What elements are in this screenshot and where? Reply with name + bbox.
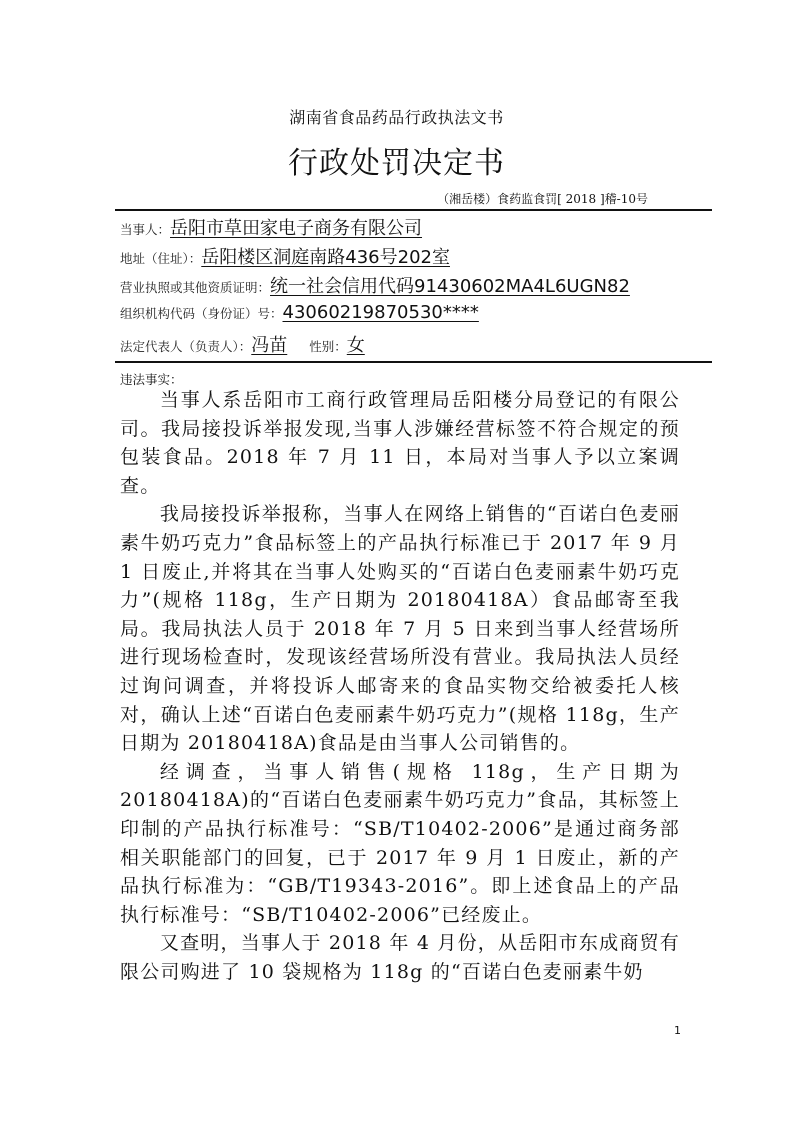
violation-body bbox=[120, 386, 680, 986]
gender-value: 女 bbox=[346, 335, 365, 356]
violation-paragraph: 又查明，当事人于 2018 年 4 月份，从岳阳市东成商贸有限公司购进了 10 袋规格为 118g 的“百诺白色麦丽素牛奶 bbox=[120, 932, 680, 983]
document-issuer-header: 湖南省食品药品行政执法文书 bbox=[289, 108, 504, 127]
field-legal-representative bbox=[120, 331, 377, 357]
document-number: （湘岳楼）食药监食罚[ 2018 ]稽-10号 bbox=[437, 192, 648, 206]
field-org-code bbox=[120, 302, 479, 323]
field-address bbox=[120, 243, 450, 269]
address-label: 地址（住址）： bbox=[120, 251, 202, 266]
org-code-value: 43060219870530**** bbox=[282, 302, 479, 323]
field-party bbox=[120, 214, 422, 240]
org-code-label: 组织机构代码（身份证）号： bbox=[120, 306, 283, 321]
license-value: 统一社会信用代码91430602MA4L6UGN82 bbox=[270, 276, 630, 297]
field-license bbox=[120, 272, 630, 298]
gender-label: 性别： bbox=[309, 339, 347, 354]
address-value: 岳阳楼区洞庭南路436号202室 bbox=[201, 247, 450, 268]
violation-paragraph: 我局接投诉举报称，当事人在网络上销售的“百诺白色麦丽素牛奶巧克力”食品标签上的产品执行标准已于 2017 年 9 月 1 日废止,并将其在当事人处购买的“百诺白色麦丽素牛奶巧克力”(规格 118g，生产日期为 20180418A）食品邮寄至我局。我局执法人员于 2018 年 7 月 5 日来到当事人经营场所进行现场检查时，发现该经营场所没有营业。我局执法人员经过询问调查，并将投诉人邮寄来的食品实物交给被委托人核对，确认上述“百诺白色麦丽素牛奶巧克力”(规格 118g，生产日期为 20180418A)食品是由当事人公司销售的。 bbox=[120, 503, 680, 755]
fields-divider bbox=[115, 361, 712, 363]
party-label: 当事人： bbox=[120, 222, 171, 237]
page-number: 1 bbox=[674, 1024, 681, 1037]
party-value: 岳阳市草田家电子商务有限公司 bbox=[170, 218, 423, 239]
legal-rep-label: 法定代表人（负责人）： bbox=[120, 339, 252, 354]
legal-rep-value: 冯苗 bbox=[251, 335, 288, 356]
license-label: 营业执照或其他资质证明： bbox=[120, 280, 271, 295]
violation-paragraph: 经调查，当事人销售(规格 118g，生产日期为 20180418A)的“百诺白色麦丽素牛奶巧克力”食品，其标签上印制的产品执行标准号：“SB/T10402-2006”是通过商务部相关职能部门的回复，已于 2017 年 9 月 1 日废止，新的产品执行标准为：“GB/T19343-2016”。即上述食品上的产品执行标准号：“SB/T10402-2006”已经废止。 bbox=[120, 760, 680, 926]
violation-section-label: 违法事实： bbox=[120, 372, 183, 387]
violation-paragraph: 当事人系岳阳市工商行政管理局岳阳楼分局登记的有限公司。我局接投诉举报发现,当事人涉嫌经营标签不符合规定的预包装食品。2018 年 7 月 11 日，本局对当事人予以立案调查。 bbox=[120, 389, 680, 497]
document-title: 行政处罚决定书 bbox=[288, 146, 505, 181]
header-divider bbox=[115, 209, 712, 211]
